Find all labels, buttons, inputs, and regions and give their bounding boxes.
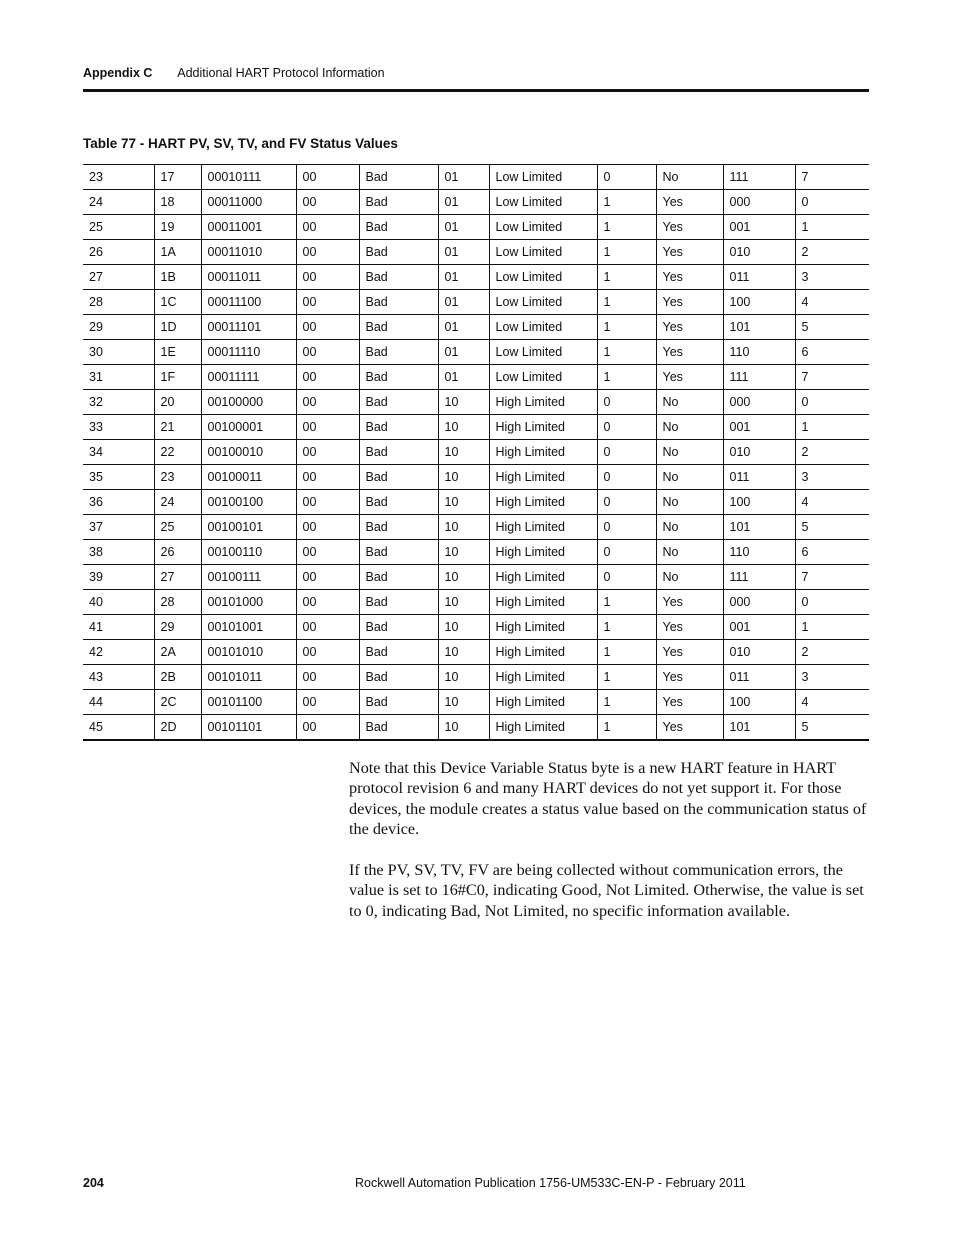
table-cell: 00 — [296, 540, 359, 565]
table-cell: 0 — [597, 390, 656, 415]
table-cell: 010 — [723, 240, 795, 265]
table-cell: Bad — [359, 665, 438, 690]
table-cell: 0 — [795, 590, 869, 615]
table-cell: 001 — [723, 215, 795, 240]
table-cell: No — [656, 465, 723, 490]
table-cell: 10 — [438, 515, 489, 540]
table-cell: 23 — [83, 165, 154, 190]
table-title: Table 77 - HART PV, SV, TV, and FV Status Values — [83, 136, 398, 151]
table-cell: 00 — [296, 290, 359, 315]
table-cell: 110 — [723, 540, 795, 565]
table-row — [83, 715, 869, 741]
table-cell: 000 — [723, 390, 795, 415]
table-cell: Yes — [656, 265, 723, 290]
table-cell: 24 — [154, 490, 201, 515]
table-cell: 1 — [795, 615, 869, 640]
table-cell: 00100010 — [201, 440, 296, 465]
table-cell: 00 — [296, 440, 359, 465]
table-cell: High Limited — [489, 565, 597, 590]
table-cell: 1D — [154, 315, 201, 340]
table-cell: Bad — [359, 365, 438, 390]
table-cell: 00011100 — [201, 290, 296, 315]
table-cell: 1 — [597, 290, 656, 315]
table-cell: 1 — [597, 215, 656, 240]
table-cell: 011 — [723, 465, 795, 490]
table-cell: 00 — [296, 640, 359, 665]
table-cell: 45 — [83, 715, 154, 741]
table-cell: 00100001 — [201, 415, 296, 440]
table-cell: 01 — [438, 215, 489, 240]
table-cell: High Limited — [489, 640, 597, 665]
table-row — [83, 540, 869, 565]
table-cell: 100 — [723, 690, 795, 715]
table-cell: 33 — [83, 415, 154, 440]
table-cell: 101 — [723, 315, 795, 340]
table-cell: Bad — [359, 290, 438, 315]
table-cell: 7 — [795, 365, 869, 390]
table-cell: 26 — [83, 240, 154, 265]
table-cell: High Limited — [489, 540, 597, 565]
table-cell: 7 — [795, 565, 869, 590]
table-cell: 2A — [154, 640, 201, 665]
table-cell: Bad — [359, 490, 438, 515]
table-cell: 00011101 — [201, 315, 296, 340]
table-cell: No — [656, 415, 723, 440]
table-cell: 10 — [438, 540, 489, 565]
table-cell: 1F — [154, 365, 201, 390]
table-cell: High Limited — [489, 440, 597, 465]
table-cell: 34 — [83, 440, 154, 465]
note-paragraph: Note that this Device Variable Status byte is a new HART feature in HART protocol revision 6 and many HART devices do not yet support it. For those devices, the module creates a status value based on the communication status of the device. — [349, 759, 867, 839]
table-cell: 00 — [296, 715, 359, 741]
table-cell: 4 — [795, 290, 869, 315]
table-cell: High Limited — [489, 615, 597, 640]
table-cell: 6 — [795, 540, 869, 565]
table-cell: 21 — [154, 415, 201, 440]
table-cell: 20 — [154, 390, 201, 415]
table-cell: 00 — [296, 590, 359, 615]
table-cell: 35 — [83, 465, 154, 490]
table-cell: 10 — [438, 590, 489, 615]
table-cell: Yes — [656, 215, 723, 240]
table-cell: Bad — [359, 715, 438, 741]
table-cell: 18 — [154, 190, 201, 215]
table-cell: 00011111 — [201, 365, 296, 390]
table-cell: Bad — [359, 415, 438, 440]
table-cell: 001 — [723, 615, 795, 640]
table-cell: High Limited — [489, 590, 597, 615]
table-cell: 2 — [795, 640, 869, 665]
table-cell: Yes — [656, 690, 723, 715]
table-cell: Low Limited — [489, 240, 597, 265]
table-cell: 3 — [795, 665, 869, 690]
table-cell: 3 — [795, 265, 869, 290]
table-cell: Bad — [359, 190, 438, 215]
table-row — [83, 665, 869, 690]
table-cell: 00101101 — [201, 715, 296, 741]
table-cell: 01 — [438, 240, 489, 265]
table-row — [83, 565, 869, 590]
table-cell: Bad — [359, 440, 438, 465]
table-cell: 10 — [438, 390, 489, 415]
table-row — [83, 315, 869, 340]
table-cell: Bad — [359, 315, 438, 340]
table-cell: No — [656, 390, 723, 415]
table-row — [83, 440, 869, 465]
table-cell: 23 — [154, 465, 201, 490]
table-cell: 29 — [154, 615, 201, 640]
table-cell: Yes — [656, 615, 723, 640]
table-row — [83, 165, 869, 190]
table-cell: 110 — [723, 340, 795, 365]
table-cell: 01 — [438, 340, 489, 365]
table-row — [83, 490, 869, 515]
table-cell: 1 — [597, 590, 656, 615]
table-cell: 00011000 — [201, 190, 296, 215]
table-cell: Bad — [359, 240, 438, 265]
table-cell: 29 — [83, 315, 154, 340]
table-cell: 0 — [597, 440, 656, 465]
table-cell: 00101100 — [201, 690, 296, 715]
table-cell: 00 — [296, 690, 359, 715]
table-cell: 00 — [296, 665, 359, 690]
table-cell: High Limited — [489, 715, 597, 741]
table-cell: 4 — [795, 690, 869, 715]
table-cell: 0 — [597, 415, 656, 440]
table-cell: 100 — [723, 290, 795, 315]
table-cell: 00100000 — [201, 390, 296, 415]
table-cell: 00011001 — [201, 215, 296, 240]
table-cell: Bad — [359, 215, 438, 240]
table-cell: 2B — [154, 665, 201, 690]
appendix-title: Additional HART Protocol Information — [177, 66, 385, 80]
table-cell: Yes — [656, 640, 723, 665]
table-cell: 0 — [597, 515, 656, 540]
status-paragraph: If the PV, SV, TV, FV are being collected without communication errors, the value is set to 16#C0, indicating Good, Not Limited. Otherwise, the value is set to 0, indicating Bad, Not Limited, no specific information available. — [349, 861, 864, 920]
table-cell: 00100111 — [201, 565, 296, 590]
table-cell: 00 — [296, 315, 359, 340]
table-cell: Yes — [656, 365, 723, 390]
table-cell: 27 — [83, 265, 154, 290]
table-cell: Bad — [359, 540, 438, 565]
table-cell: 01 — [438, 265, 489, 290]
table-cell: 1 — [597, 340, 656, 365]
table-cell: 00 — [296, 365, 359, 390]
table-cell: 0 — [597, 465, 656, 490]
table-cell: Yes — [656, 715, 723, 741]
table-cell: 1 — [597, 715, 656, 741]
table-cell: 36 — [83, 490, 154, 515]
table-cell: 2D — [154, 715, 201, 741]
table-cell: 38 — [83, 540, 154, 565]
table-cell: 10 — [438, 565, 489, 590]
table-cell: 0 — [597, 165, 656, 190]
table-cell: Yes — [656, 240, 723, 265]
table-cell: Bad — [359, 515, 438, 540]
table-cell: Bad — [359, 265, 438, 290]
table-row — [83, 240, 869, 265]
table-cell: 00 — [296, 215, 359, 240]
table-cell: 00 — [296, 340, 359, 365]
table-cell: 28 — [83, 290, 154, 315]
table-cell: Yes — [656, 315, 723, 340]
table-cell: 00 — [296, 515, 359, 540]
table-cell: 39 — [83, 565, 154, 590]
table-cell: 19 — [154, 215, 201, 240]
table-row — [83, 465, 869, 490]
table-cell: 1 — [597, 665, 656, 690]
table-cell: 0 — [597, 490, 656, 515]
table-cell: 5 — [795, 715, 869, 741]
table-cell: Low Limited — [489, 165, 597, 190]
table-cell: 01 — [438, 315, 489, 340]
table-cell: 10 — [438, 490, 489, 515]
table-cell: 25 — [154, 515, 201, 540]
table-cell: 010 — [723, 640, 795, 665]
table-cell: 101 — [723, 715, 795, 741]
table-cell: 111 — [723, 565, 795, 590]
table-cell: High Limited — [489, 665, 597, 690]
header-rule — [83, 89, 869, 92]
table-cell: Yes — [656, 290, 723, 315]
appendix-label: Appendix C — [83, 66, 153, 80]
page-header — [83, 66, 385, 80]
table-cell: 1 — [597, 365, 656, 390]
table-cell: High Limited — [489, 390, 597, 415]
table-cell: 1A — [154, 240, 201, 265]
table-body — [83, 165, 869, 741]
table-row — [83, 340, 869, 365]
table-cell: 10 — [438, 615, 489, 640]
table-cell: 0 — [795, 190, 869, 215]
table-cell: 2 — [795, 240, 869, 265]
table-cell: Yes — [656, 590, 723, 615]
table-cell: 01 — [438, 365, 489, 390]
table-cell: Low Limited — [489, 340, 597, 365]
table-cell: 010 — [723, 440, 795, 465]
table-row — [83, 215, 869, 240]
table-cell: 26 — [154, 540, 201, 565]
page-number: 204 — [83, 1176, 104, 1190]
table-cell: 01 — [438, 165, 489, 190]
table-cell: 10 — [438, 465, 489, 490]
table-cell: 1E — [154, 340, 201, 365]
table-cell: Bad — [359, 340, 438, 365]
table-cell: No — [656, 490, 723, 515]
table-cell: 2 — [795, 440, 869, 465]
table-cell: 0 — [597, 540, 656, 565]
table-cell: 01 — [438, 190, 489, 215]
table-cell: 1 — [597, 265, 656, 290]
table-cell: Bad — [359, 690, 438, 715]
table-cell: 00 — [296, 490, 359, 515]
table-cell: No — [656, 565, 723, 590]
table-cell: 00 — [296, 165, 359, 190]
table-cell: Bad — [359, 465, 438, 490]
table-cell: 111 — [723, 365, 795, 390]
table-cell: 000 — [723, 590, 795, 615]
table-cell: 42 — [83, 640, 154, 665]
table-cell: 10 — [438, 665, 489, 690]
table-cell: 1 — [597, 190, 656, 215]
table-cell: 1 — [597, 615, 656, 640]
table-cell: 22 — [154, 440, 201, 465]
table-cell: Bad — [359, 640, 438, 665]
table-cell: Yes — [656, 665, 723, 690]
table-cell: 3 — [795, 465, 869, 490]
table-cell: 5 — [795, 515, 869, 540]
table-cell: 2C — [154, 690, 201, 715]
table-cell: Low Limited — [489, 190, 597, 215]
table-row — [83, 515, 869, 540]
table-cell: 10 — [438, 415, 489, 440]
table-cell: 1 — [597, 240, 656, 265]
table-cell: 5 — [795, 315, 869, 340]
table-cell: No — [656, 440, 723, 465]
table-cell: 17 — [154, 165, 201, 190]
table-cell: 10 — [438, 640, 489, 665]
table-cell: 28 — [154, 590, 201, 615]
table-cell: No — [656, 515, 723, 540]
table-cell: High Limited — [489, 415, 597, 440]
table-cell: 10 — [438, 690, 489, 715]
table-cell: 1 — [795, 215, 869, 240]
table-cell: 00100100 — [201, 490, 296, 515]
table-cell: 00011110 — [201, 340, 296, 365]
table-row — [83, 290, 869, 315]
table-cell: No — [656, 165, 723, 190]
table-cell: Yes — [656, 340, 723, 365]
table-row — [83, 640, 869, 665]
table-cell: 01 — [438, 290, 489, 315]
table-cell: 44 — [83, 690, 154, 715]
table-cell: 0 — [597, 565, 656, 590]
table-cell: 1 — [597, 690, 656, 715]
table-cell: Low Limited — [489, 365, 597, 390]
table-cell: 00101011 — [201, 665, 296, 690]
table-cell: 41 — [83, 615, 154, 640]
table-row — [83, 590, 869, 615]
table-cell: 7 — [795, 165, 869, 190]
table-cell: 000 — [723, 190, 795, 215]
table-cell: Low Limited — [489, 215, 597, 240]
table-cell: 00100110 — [201, 540, 296, 565]
table-row — [83, 365, 869, 390]
table-cell: 0 — [795, 390, 869, 415]
table-cell: Bad — [359, 590, 438, 615]
table-cell: 00 — [296, 465, 359, 490]
table-cell: 37 — [83, 515, 154, 540]
table-cell: High Limited — [489, 515, 597, 540]
table-cell: Yes — [656, 190, 723, 215]
table-cell: 10 — [438, 440, 489, 465]
table-cell: 011 — [723, 265, 795, 290]
table-cell: 00 — [296, 565, 359, 590]
table-cell: 00 — [296, 390, 359, 415]
table-cell: 101 — [723, 515, 795, 540]
table-row — [83, 265, 869, 290]
table-cell: 27 — [154, 565, 201, 590]
table-cell: Bad — [359, 565, 438, 590]
table-row — [83, 615, 869, 640]
table-cell: Low Limited — [489, 290, 597, 315]
table-cell: 00101000 — [201, 590, 296, 615]
table-cell: 00100011 — [201, 465, 296, 490]
table-cell: 31 — [83, 365, 154, 390]
table-cell: 00100101 — [201, 515, 296, 540]
table-cell: 00011011 — [201, 265, 296, 290]
table-cell: 00010111 — [201, 165, 296, 190]
status-values-table — [83, 164, 869, 741]
publication-info: Rockwell Automation Publication 1756-UM533C-EN-P - February 2011 — [355, 1176, 746, 1190]
table-cell: 1C — [154, 290, 201, 315]
table-cell: 25 — [83, 215, 154, 240]
table-cell: Low Limited — [489, 265, 597, 290]
table-cell: 00 — [296, 265, 359, 290]
table-cell: 4 — [795, 490, 869, 515]
table-cell: 43 — [83, 665, 154, 690]
table-cell: High Limited — [489, 690, 597, 715]
table-cell: High Limited — [489, 465, 597, 490]
table-cell: 1 — [597, 315, 656, 340]
table-cell: 111 — [723, 165, 795, 190]
table-cell: High Limited — [489, 490, 597, 515]
table-cell: Bad — [359, 390, 438, 415]
table-cell: 30 — [83, 340, 154, 365]
table-cell: 00011010 — [201, 240, 296, 265]
table-row — [83, 690, 869, 715]
table-cell: No — [656, 540, 723, 565]
table-cell: 00 — [296, 415, 359, 440]
table-cell: 00 — [296, 240, 359, 265]
table-cell: 1 — [795, 415, 869, 440]
table-cell: 00101010 — [201, 640, 296, 665]
table-cell: 6 — [795, 340, 869, 365]
table-cell: 10 — [438, 715, 489, 741]
table-cell: 00 — [296, 615, 359, 640]
table-cell: 00101001 — [201, 615, 296, 640]
table-cell: Low Limited — [489, 315, 597, 340]
table-row — [83, 415, 869, 440]
table-cell: 00 — [296, 190, 359, 215]
table-row — [83, 190, 869, 215]
table-cell: 24 — [83, 190, 154, 215]
table-cell: 1B — [154, 265, 201, 290]
table-cell: 011 — [723, 665, 795, 690]
table-cell: 001 — [723, 415, 795, 440]
table-cell: 40 — [83, 590, 154, 615]
table-row — [83, 390, 869, 415]
table-cell: Bad — [359, 615, 438, 640]
table-cell: 32 — [83, 390, 154, 415]
table-cell: Bad — [359, 165, 438, 190]
table-cell: 1 — [597, 640, 656, 665]
table-cell: 100 — [723, 490, 795, 515]
